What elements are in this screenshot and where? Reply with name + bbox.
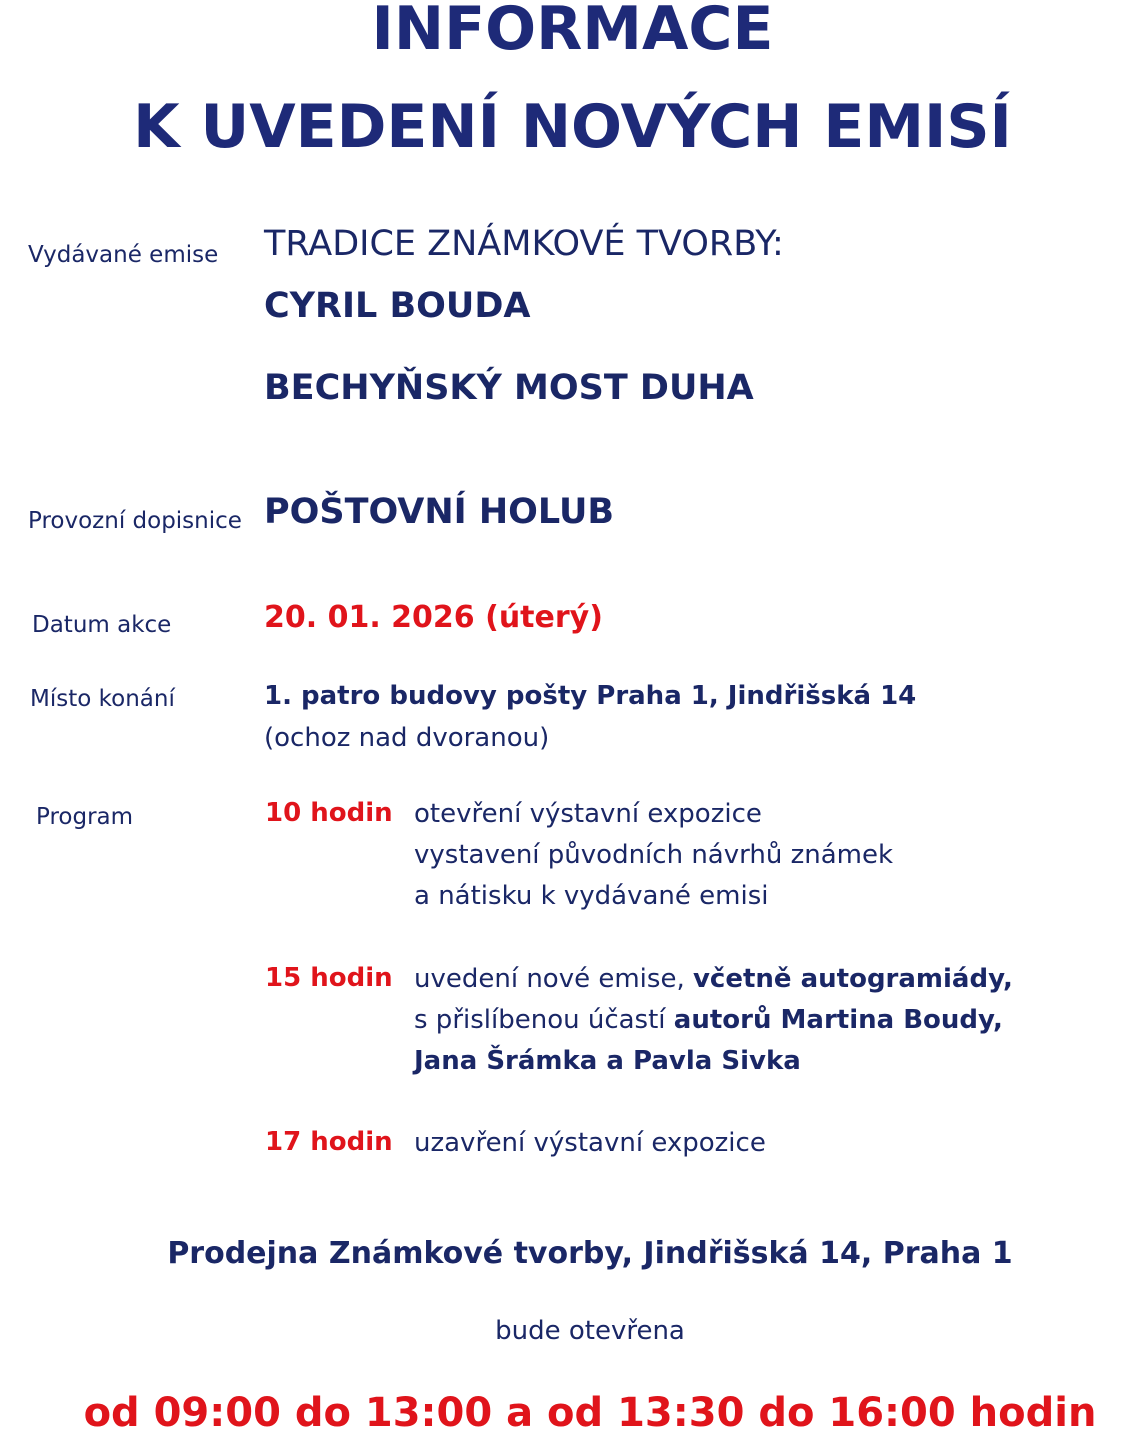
emise-label: Vydávané emise xyxy=(28,242,219,268)
program-label: Program xyxy=(36,804,134,830)
misto-line1: 1. patro budovy pošty Praha 1, Jindřišská 14 xyxy=(264,681,917,711)
program-time-15: 15 hodin xyxy=(265,963,393,993)
program-15-line2-bold: autorů Martina Boudy, xyxy=(673,1005,1003,1035)
dopisnice-label: Provozní dopisnice xyxy=(28,508,242,534)
program-10-line3: a nátisku k vydávané emisi xyxy=(414,881,769,911)
program-15-line3: Jana Šrámka a Pavla Sivka xyxy=(414,1046,801,1076)
program-15-line2 xyxy=(414,1000,1003,1041)
program-15-line1-regular: uvedení nové emise, xyxy=(414,964,693,994)
emise-line2: CYRIL BOUDA xyxy=(264,286,531,326)
program-15-line1 xyxy=(414,959,1013,1000)
footer-open: bude otevřena xyxy=(495,1316,685,1346)
program-time-17: 17 hodin xyxy=(265,1127,393,1157)
datum-value: 20. 01. 2026 (úterý) xyxy=(264,600,603,635)
program-17-line1: uzavření výstavní expozice xyxy=(414,1128,766,1158)
footer-shop: Prodejna Známkové tvorby, Jindřišská 14, Praha 1 xyxy=(167,1236,1013,1271)
footer-hours: od 09:00 do 13:00 a od 13:30 do 16:00 hodin xyxy=(83,1390,1097,1436)
datum-label: Datum akce xyxy=(32,612,172,638)
emise-line3: BECHYŇSKÝ MOST DUHA xyxy=(264,368,754,408)
dopisnice-value: POŠTOVNÍ HOLUB xyxy=(264,492,615,532)
program-15-line2-regular: s přislíbenou účastí xyxy=(414,1005,674,1035)
program-15-line1-bold: včetně autogramiády, xyxy=(692,964,1013,994)
page-title-line1: INFORMACE xyxy=(371,0,774,64)
program-time-10: 10 hodin xyxy=(265,798,393,828)
program-10-line2: vystavení původních návrhů známek xyxy=(414,840,894,870)
page-title-line2: K UVEDENÍ NOVÝCH EMISÍ xyxy=(133,92,1012,162)
misto-line2: (ochoz nad dvoranou) xyxy=(264,723,550,753)
emise-line1: TRADICE ZNÁMKOVÉ TVORBY: xyxy=(264,224,784,264)
program-10-line1: otevření výstavní expozice xyxy=(414,799,762,829)
misto-label: Místo konání xyxy=(30,686,175,712)
